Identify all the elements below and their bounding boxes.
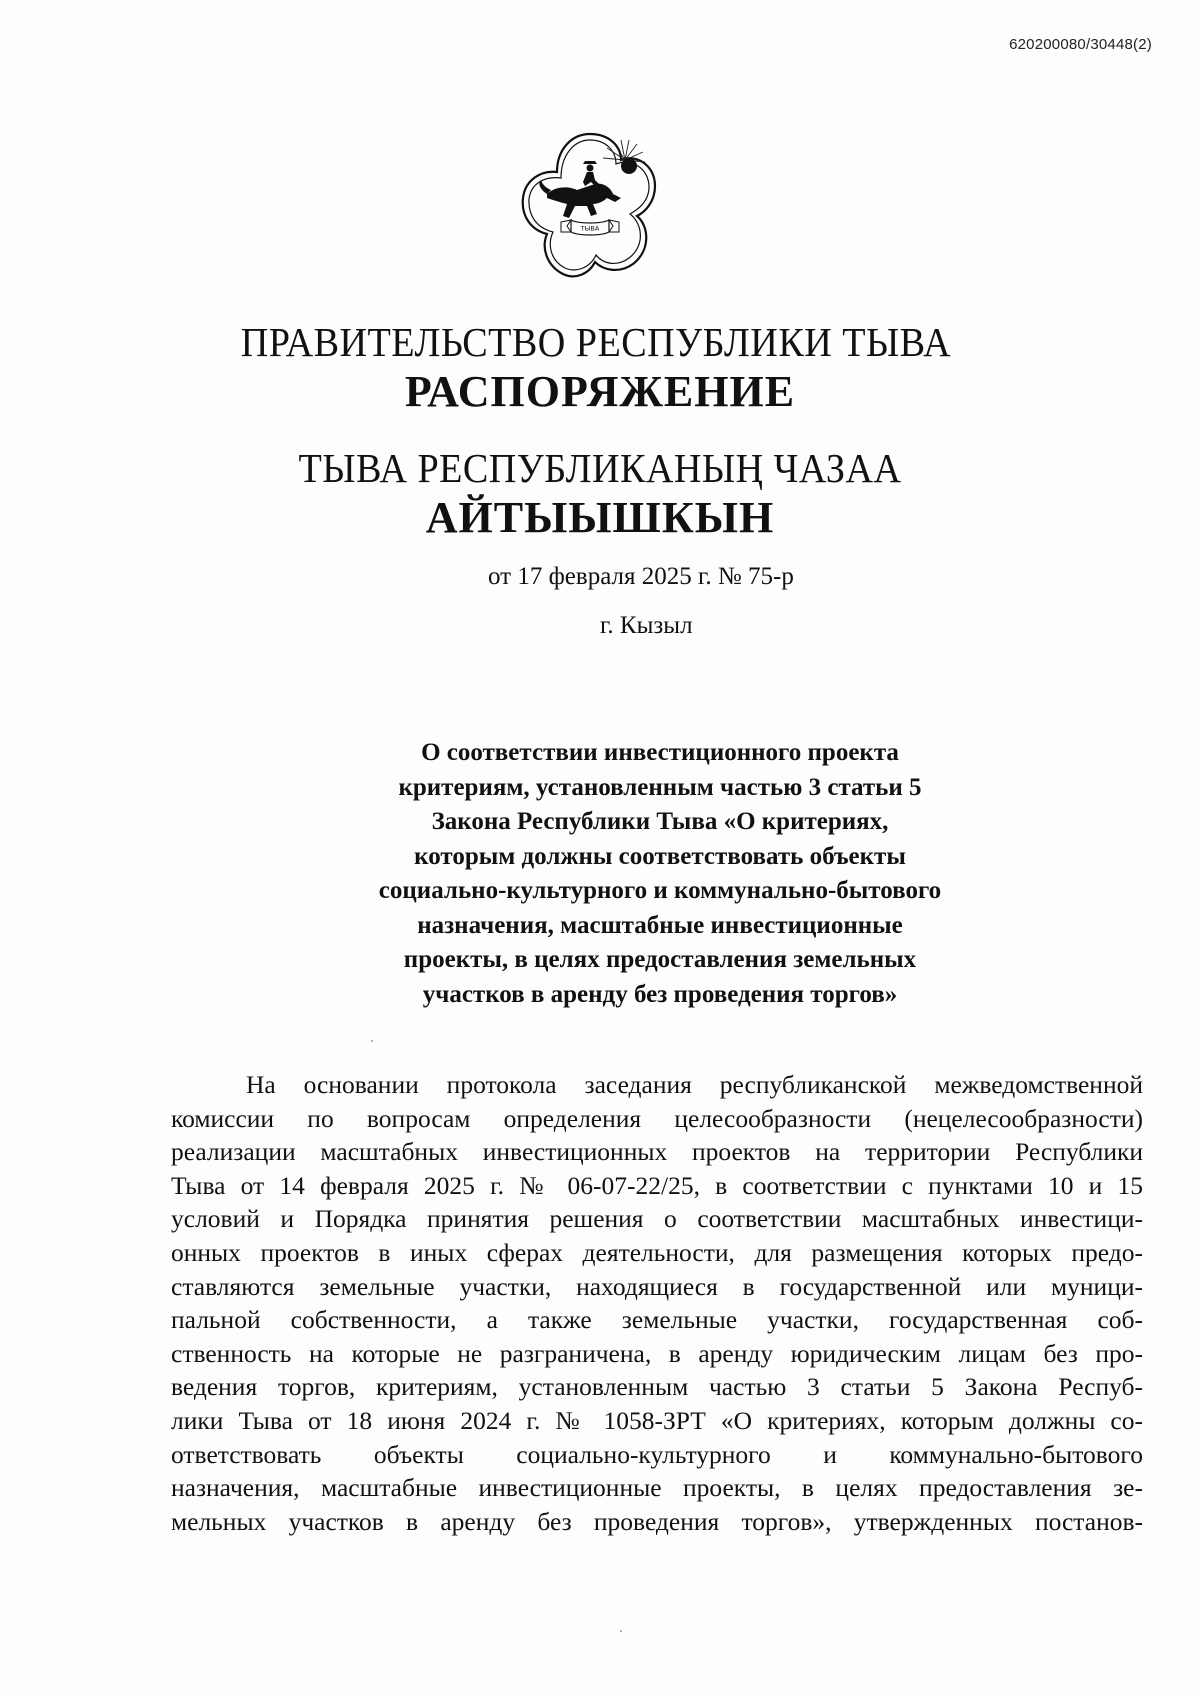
body-line: реализации масштабных инвестиционных проектов на территории Республики [171,1137,1143,1167]
body-line: онных проектов в иных сферах деятельности, для размещения которых предо- [171,1237,1143,1267]
order-body-paragraph [171,1068,1143,1538]
scan-speck [620,1630,622,1632]
body-line: ственность на которые не разграничена, в аренду юридическим лицам без про- [171,1338,1143,1368]
body-line: ответствовать объекты социально-культурного и коммунально-бытового [171,1439,1143,1469]
body-line: пальной собственности, а также земельные участки, государственная соб- [171,1305,1143,1335]
order-date-number: от 17 февраля 2025 г. № 75-р [488,563,794,590]
subject-line: которым должны соответствовать объекты [414,842,906,870]
order-subject [300,736,1020,1012]
subject-line: критериям, установленным частью 3 статьи 5 [398,773,922,801]
government-title-tv: ТЫВА РЕСПУБЛИКАНЫҢ ЧАЗАА [298,445,902,491]
body-line: ведения торгов, критериям, установленным частью 3 статьи 5 Закона Респуб- [171,1372,1143,1402]
scan-speck [371,1040,373,1042]
document-code: 620200080/30448(2) [1009,36,1152,53]
order-type-ru: РАСПОРЯЖЕНИЕ [404,367,796,416]
body-line: назначения, масштабные инвестиционные проекты, в целях предоставления зе- [171,1473,1143,1503]
body-line: лики Тыва от 18 июня 2024 г. № 1058-ЗРТ «О критериях, которым должны со- [171,1405,1143,1435]
subject-line: проекты, в целях предоставления земельных [403,946,917,973]
tuva-coat-of-arms-icon [517,128,663,282]
body-line: мельных участков в аренду без проведения торгов», утвержденных постанов- [171,1506,1143,1536]
subject-line: Закона Республики Тыва «О критериях, [431,808,889,835]
body-line: На основании протокола заседания республиканской межведомственной [246,1070,1143,1099]
body-line: Тыва от 14 февраля 2025 г. № 06-07-22/25, в соответствии с пунктами 10 и 15 [171,1170,1143,1200]
order-type-tv: АЙТЫЫШКЫН [425,493,775,542]
government-title-ru: ПРАВИТЕЛЬСТВО РЕСПУБЛИКИ ТЫВА [240,319,952,365]
order-city: г. Кызыл [600,612,693,639]
body-line: ставляются земельные участки, находящиеся в государственной или муници- [171,1271,1143,1301]
subject-line: О соответствии инвестиционного проекта [421,739,899,766]
subject-line: назначения, масштабные инвестиционные [417,911,903,939]
body-line: комиссии по вопросам определения целесообразности (нецелесообразности) [171,1103,1143,1133]
subject-line: участков в аренду без проведения торгов» [422,980,898,1008]
body-line: условий и Порядка принятия решения о соответствии масштабных инвестици- [171,1204,1143,1234]
subject-line: социально-культурного и коммунально-бытового [378,877,942,904]
svg-text:ТЫВА: ТЫВА [580,224,600,233]
